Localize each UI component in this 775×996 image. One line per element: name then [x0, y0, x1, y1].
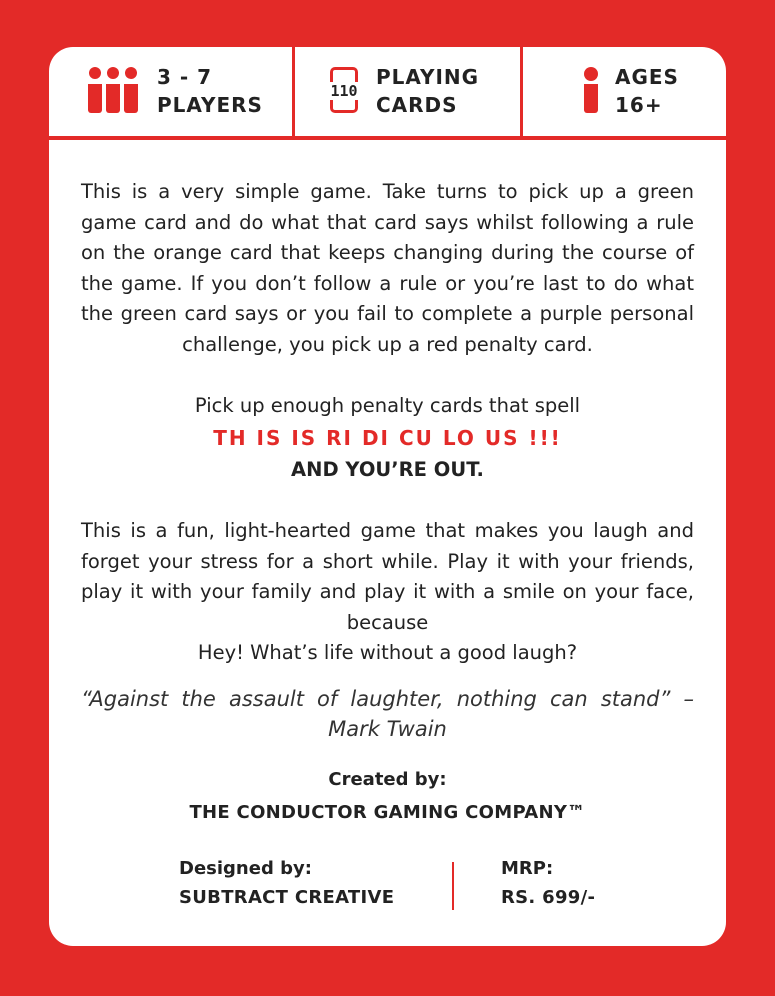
- about-last-line: Hey! What’s life without a good laugh?: [197, 641, 578, 664]
- mrp-label: MRP:: [501, 858, 554, 879]
- designed-value: SUBTRACT CREATIVE: [179, 887, 395, 908]
- cards-stat: [295, 47, 521, 136]
- spelled-word: TH IS IS RI DI CU LO US !!!: [213, 426, 562, 450]
- quote: “Against the assault of laughter, nothing can stand” – Mark Twain: [81, 687, 694, 741]
- card-icon: [330, 67, 358, 113]
- players-icon: [87, 67, 139, 115]
- players-count: 3 - 7: [157, 65, 213, 89]
- players-label: PLAYERS: [157, 93, 263, 117]
- spell-line: Pick up enough penalty cards that spell: [194, 394, 581, 417]
- cards-label-1: PLAYING: [376, 65, 480, 89]
- designed-label: Designed by:: [179, 858, 312, 879]
- mrp-value: RS. 699/-: [501, 887, 596, 908]
- cards-label-2: CARDS: [376, 93, 458, 117]
- out-line: AND YOU’RE OUT.: [291, 458, 484, 481]
- stats-bar: [49, 47, 726, 140]
- credits-divider: [452, 862, 454, 910]
- rules-paragraph: This is a very simple game. Take turns to pick up a green game card and do what that card says whilst following a rule on the orange card that keeps changing during the course of the game. If you don’t follow a rule or you’re last to do what the green card says or you fail to complete a purple personal challenge, you pick up a red penalty card.: [81, 180, 694, 356]
- game-info-card: [49, 47, 726, 946]
- card-count: 110: [327, 82, 361, 100]
- about-paragraph: This is a fun, light-hearted game that makes you laugh and forget your stress for a short while. Play it with your friends, play it with your family and play it with a smile on your face, because: [81, 519, 694, 634]
- players-stat: [49, 47, 293, 136]
- person-icon: [583, 67, 599, 115]
- ages-value: 16+: [615, 93, 663, 117]
- created-label: Created by:: [328, 769, 447, 790]
- created-value: THE CONDUCTOR GAMING COMPANY™: [189, 802, 586, 823]
- ages-label: AGES: [615, 65, 679, 89]
- ages-stat: [523, 47, 726, 136]
